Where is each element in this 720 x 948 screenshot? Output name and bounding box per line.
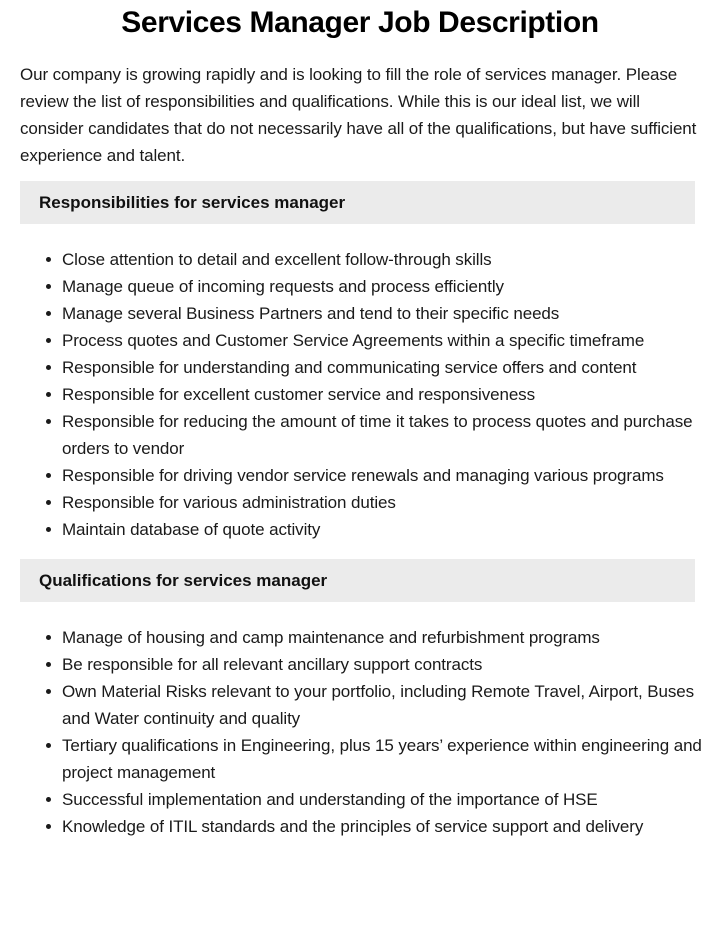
list-item-text: Own Material Risks relevant to your portfolio, including Remote Travel, Airport, Buses and Water continuity and quality xyxy=(62,682,695,728)
list-item-text: Manage several Business Partners and tend to their specific needs xyxy=(62,304,560,323)
list-item-text: Tertiary qualifications in Engineering, plus 15 years’ experience within engineering and project management xyxy=(62,736,702,782)
section-responsibilities xyxy=(0,181,720,543)
list-item-text: Responsible for reducing the amount of time it takes to process quotes and purchase orders to vendor xyxy=(62,412,693,458)
list-item-text: Responsible for understanding and communicating service offers and content xyxy=(62,358,637,377)
bullet-icon xyxy=(46,257,51,262)
bullet-icon xyxy=(46,662,51,667)
list-item-text: Maintain database of quote activity xyxy=(62,520,321,539)
bullet-icon xyxy=(46,743,51,748)
list-item-text: Responsible for driving vendor service renewals and managing various programs xyxy=(62,466,664,485)
list-item xyxy=(0,624,706,651)
list-item xyxy=(0,273,706,300)
bullet-icon xyxy=(46,689,51,694)
section-heading-label: Qualifications for services manager xyxy=(39,571,328,590)
list-item xyxy=(0,786,706,813)
list-item xyxy=(0,516,706,543)
qualifications-list xyxy=(0,624,720,840)
bullet-icon xyxy=(46,338,51,343)
section-heading-label: Responsibilities for services manager xyxy=(39,193,346,212)
page-title: Services Manager Job Description xyxy=(121,6,599,39)
list-item xyxy=(0,651,706,678)
list-item xyxy=(0,489,706,516)
list-item xyxy=(0,813,706,840)
list-item-text: Manage queue of incoming requests and process efficiently xyxy=(62,277,504,296)
list-item xyxy=(0,354,706,381)
section-header-responsibilities xyxy=(20,181,695,224)
bullet-icon xyxy=(46,284,51,289)
list-item xyxy=(0,732,706,786)
list-item-text: Responsible for excellent customer service and responsiveness xyxy=(62,385,535,404)
list-item-text: Process quotes and Customer Service Agreements within a specific timeframe xyxy=(62,331,645,350)
list-item xyxy=(0,408,706,462)
bullet-icon xyxy=(46,824,51,829)
section-header-qualifications xyxy=(20,559,695,602)
list-item-text: Manage of housing and camp maintenance and refurbishment programs xyxy=(62,628,600,647)
list-item xyxy=(0,678,706,732)
bullet-icon xyxy=(46,311,51,316)
list-item-text: Knowledge of ITIL standards and the principles of service support and delivery xyxy=(62,817,644,836)
bullet-icon xyxy=(46,635,51,640)
bullet-icon xyxy=(46,473,51,478)
list-item-text: Responsible for various administration duties xyxy=(62,493,396,512)
list-item-text: Be responsible for all relevant ancillary support contracts xyxy=(62,655,483,674)
bullet-icon xyxy=(46,419,51,424)
list-item xyxy=(0,462,706,489)
bullet-icon xyxy=(46,392,51,397)
list-item xyxy=(0,246,706,273)
bullet-icon xyxy=(46,365,51,370)
list-item-text: Successful implementation and understanding of the importance of HSE xyxy=(62,790,598,809)
list-item xyxy=(0,327,706,354)
list-item xyxy=(0,381,706,408)
list-item xyxy=(0,300,706,327)
bullet-icon xyxy=(46,500,51,505)
section-qualifications xyxy=(0,559,720,840)
intro-paragraph: Our company is growing rapidly and is looking to fill the role of services manager. Please review the list of responsibilities and qualifications. While this is our ideal list, we will consider candidates that do not necessarily have all of the qualifications, but have sufficient experience and talent. xyxy=(20,65,697,165)
bullet-icon xyxy=(46,527,51,532)
responsibilities-list xyxy=(0,246,720,543)
list-item-text: Close attention to detail and excellent follow-through skills xyxy=(62,250,492,269)
bullet-icon xyxy=(46,797,51,802)
